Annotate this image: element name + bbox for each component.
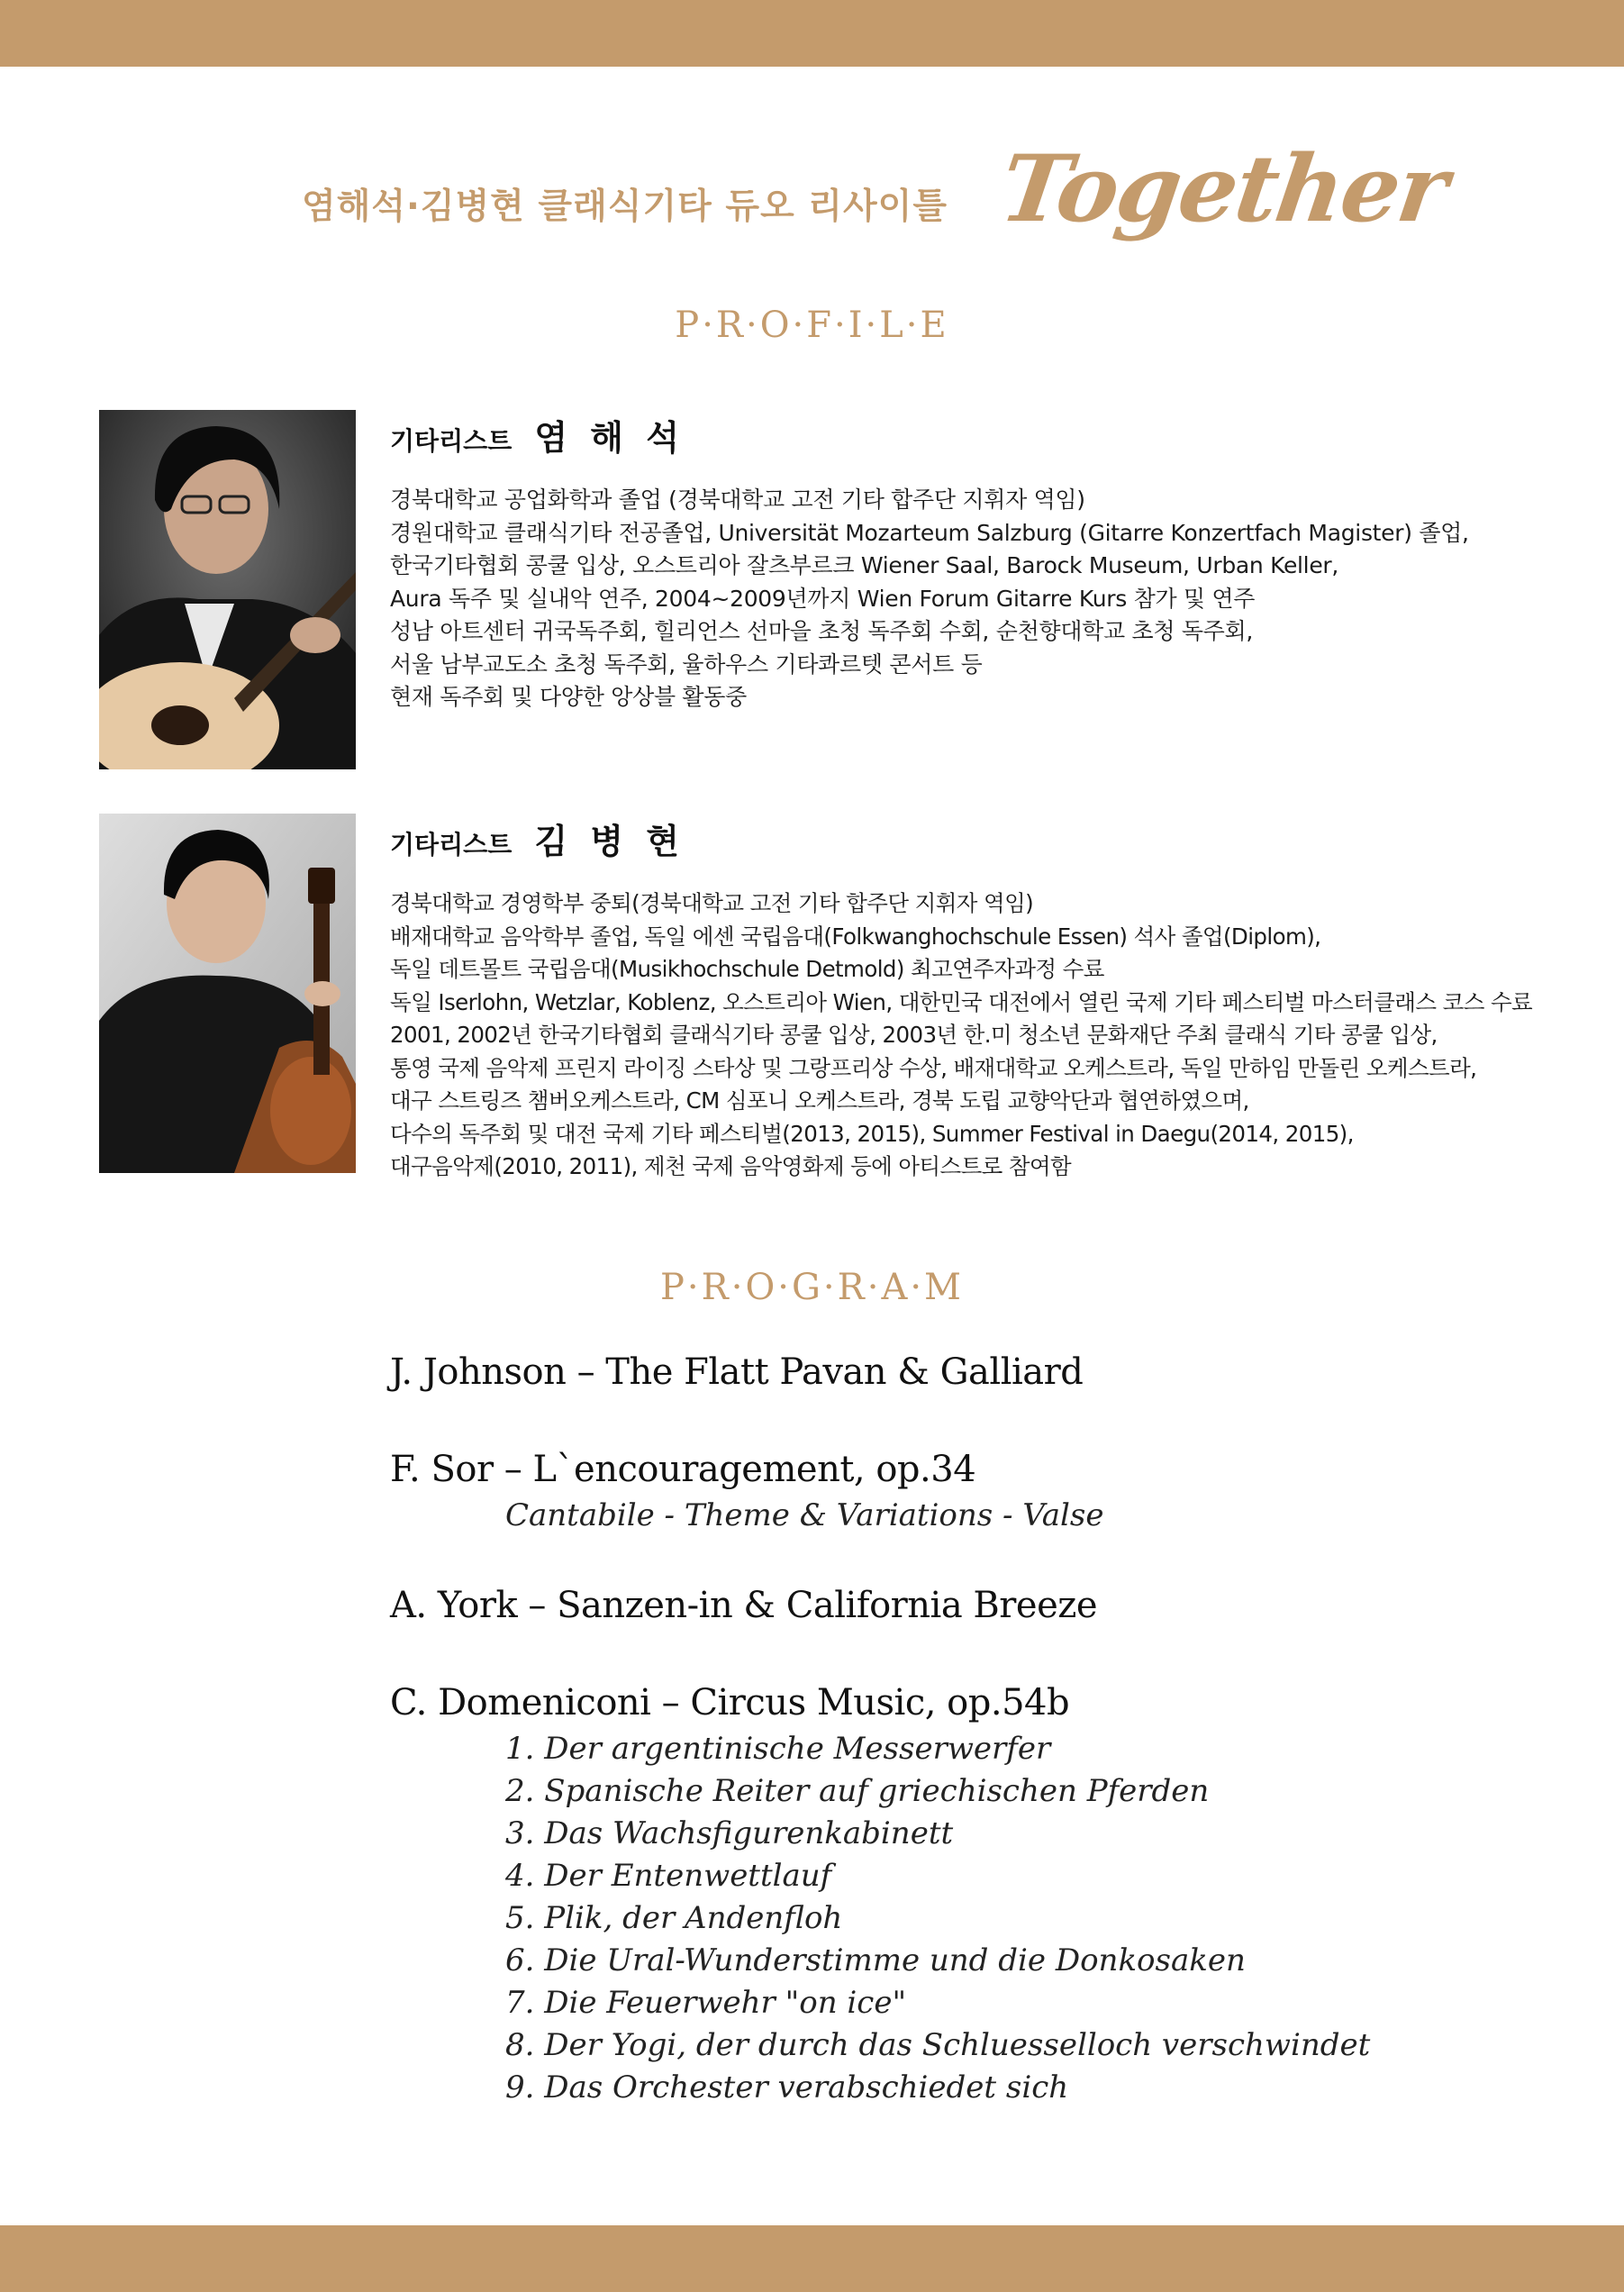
bio-line: 서울 남부교도소 초청 독주회, 율하우스 기타콰르텟 콘서트 등 bbox=[390, 650, 983, 678]
bio-line: 배재대학교 음악학부 졸업, 독일 에센 국립음대(Folkwanghochschule Essen) 석사 졸업(Diplom), bbox=[390, 923, 1321, 950]
piece-movement: 7. Die Feuerwehr "on ice" bbox=[505, 1985, 907, 2021]
piece-title: F. Sor – L`encouragement, op.34 bbox=[390, 1449, 976, 1490]
piece-movement: 3. Das Wachsfigurenkabinett bbox=[505, 1815, 954, 1851]
piece-movement: 2. Spanische Reiter auf griechischen Pferden bbox=[505, 1773, 1210, 1809]
piece-movement: 5. Plik, der Andenfloh bbox=[505, 1900, 843, 1936]
together-logo: Together bbox=[993, 135, 1453, 243]
program-piece bbox=[390, 1678, 1561, 2109]
bio-line: 통영 국제 음악제 프린지 라이징 스타상 및 그랑프리상 수상, 배재대학교 오케스트라, 독일 만하임 만돌린 오케스트라, bbox=[390, 1054, 1477, 1081]
program-heading: P·R·O·G·R·A·M bbox=[659, 1267, 965, 1308]
program-piece bbox=[390, 1580, 1561, 1631]
bottom-band bbox=[0, 2225, 1624, 2292]
piece-title: A. York – Sanzen-in & California Breeze bbox=[390, 1585, 1098, 1626]
piece-movement: 9. Das Orchester verabschiedet sich bbox=[505, 2069, 1069, 2106]
piece-title: J. Johnson – The Flatt Pavan & Galliard bbox=[390, 1351, 1084, 1393]
bio-line: 독일 Iserlohn, Wetzlar, Koblenz, 오스트리아 Wien, 대한민국 대전에서 열린 국제 기타 페스티벌 마스터클래스 코스 수료 bbox=[390, 988, 1533, 1015]
bio-line: 대구 스트링즈 챔버오케스트라, CM 심포니 오케스트라, 경북 도립 교향악단과 협연하였으며, bbox=[390, 1087, 1249, 1114]
program-piece bbox=[390, 1444, 1561, 1537]
profile-2-bio bbox=[390, 887, 1561, 1184]
piece-movement: 4. Der Entenwettlauf bbox=[505, 1858, 832, 1894]
profile-1-name-line bbox=[390, 410, 1561, 464]
guitarist-name: 염 해 석 bbox=[534, 418, 685, 458]
program-piece bbox=[390, 1347, 1561, 1397]
top-band bbox=[0, 0, 1624, 67]
profile-2-name-line bbox=[390, 814, 1561, 868]
profile-1-bio bbox=[390, 484, 1561, 714]
piece-title: C. Domeniconi – Circus Music, op.54b bbox=[390, 1682, 1070, 1724]
bio-line: 2001, 2002년 한국기타협회 클래식기타 콩쿨 입상, 2003년 한.미 청소년 문화재단 주최 클래식 기타 콩쿨 입상, bbox=[390, 1022, 1438, 1048]
bio-line: 현재 독주회 및 다양한 앙상블 활동중 bbox=[390, 684, 747, 710]
bio-line: 다수의 독주회 및 대전 국제 기타 페스티벌(2013, 2015), Summer Festival in Daegu(2014, 2015), bbox=[390, 1120, 1354, 1147]
role-label: 기타리스트 bbox=[390, 426, 513, 456]
piece-movement: 8. Der Yogi, der durch das Schluesselloch verschwindet bbox=[505, 2027, 1371, 2063]
bio-line: 독일 데트몰트 국립음대(Musikhochschule Detmold) 최고연주자과정 수료 bbox=[390, 956, 1104, 982]
bio-line: 경원대학교 클래식기타 전공졸업, Universität Mozarteum Salzburg (Gitarre Konzertfach Magister) 졸업, bbox=[390, 519, 1469, 546]
piece-movement: Cantabile - Theme & Variations - Valse bbox=[505, 1497, 1104, 1533]
piece-movement: 6. Die Ural-Wunderstimme und die Donkosaken bbox=[505, 1942, 1246, 1978]
piece-movement: 1. Der argentinische Messerwerfer bbox=[505, 1731, 1051, 1767]
role-label: 기타리스트 bbox=[390, 830, 513, 860]
bio-line: 성남 아트센터 귀국독주회, 힐리언스 선마을 초청 독주회 수회, 순천향대학교 초청 독주회, bbox=[390, 618, 1254, 644]
bio-line: 경북대학교 경영학부 중퇴(경북대학교 고전 기타 합주단 지휘자 역임) bbox=[390, 890, 1034, 916]
profile-1 bbox=[390, 410, 1561, 714]
bio-line: 한국기타협회 콩쿨 입상, 오스트리아 잘츠부르크 Wiener Saal, Barock Museum, Urban Keller, bbox=[390, 552, 1339, 578]
guitarist-name: 김 병 현 bbox=[534, 822, 685, 861]
guitarist-photo-2 bbox=[99, 814, 356, 1173]
bio-line: 경북대학교 공업화학과 졸업 (경북대학교 고전 기타 합주단 지휘자 역임) bbox=[390, 487, 1085, 513]
profile-2 bbox=[390, 814, 1561, 1184]
recital-title: 염해석·김병현 클래식기타 듀오 리사이틀 bbox=[302, 186, 948, 227]
bio-line: 대구음악제(2010, 2011), 제천 국제 음악영화제 등에 아티스트로 참여함 bbox=[390, 1153, 1072, 1179]
guitarist-photo-1 bbox=[99, 410, 356, 769]
header bbox=[0, 135, 1624, 270]
program-list bbox=[390, 1347, 1561, 2109]
bio-line: Aura 독주 및 실내악 연주, 2004~2009년까지 Wien Forum Gitarre Kurs 참가 및 연주 bbox=[390, 585, 1256, 612]
profile-heading: P·R·O·F·I·L·E bbox=[675, 305, 949, 346]
